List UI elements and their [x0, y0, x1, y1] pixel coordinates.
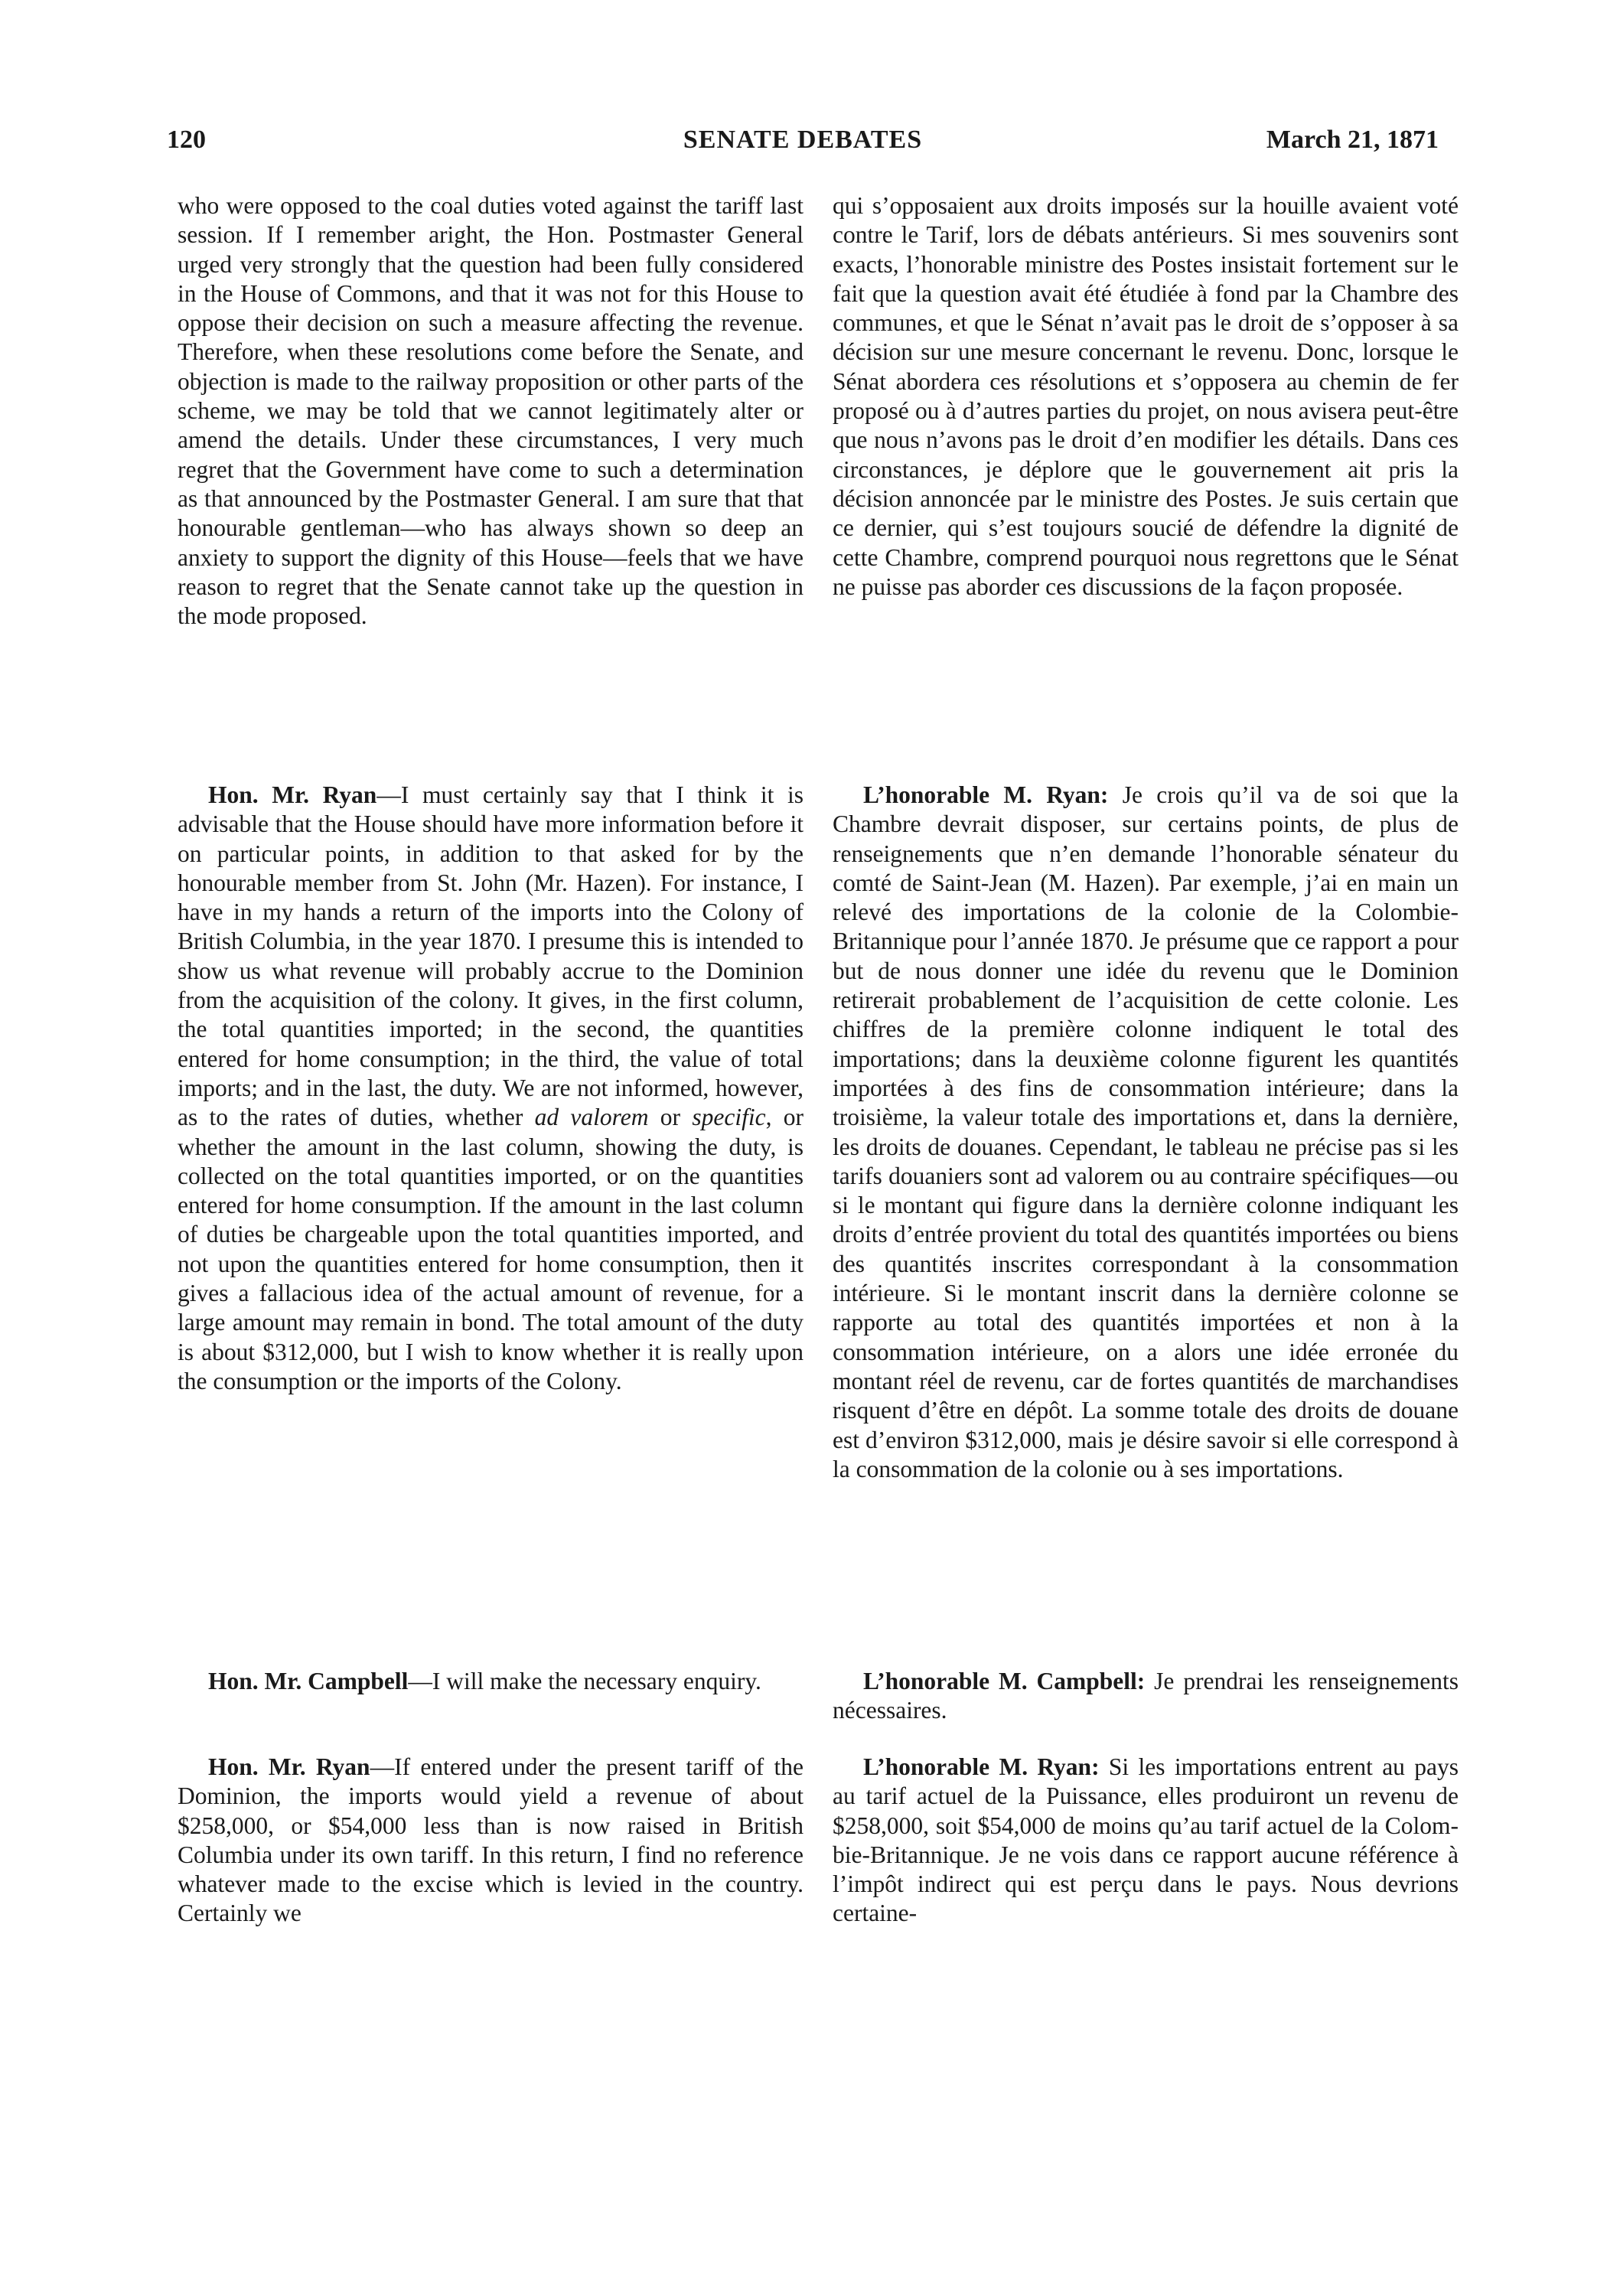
english-paragraph-3: [178, 1667, 804, 1753]
speaker-name: Hon. Mr. Campbell: [208, 1668, 409, 1694]
french-paragraph-4: [833, 1753, 1459, 1929]
speaker-name: L’honorable M. Campbell:: [863, 1668, 1146, 1694]
french-column: [833, 191, 1459, 1929]
italic-term: ad valorem: [534, 1104, 649, 1131]
speaker-name: L’honorable M. Ryan:: [863, 781, 1109, 808]
speech-text: Je prendrai les renseignements nécessaires.: [833, 1668, 1459, 1724]
french-paragraph-3: [833, 1667, 1459, 1753]
speech-text: —I will make the necessary enquiry.: [408, 1668, 761, 1694]
french-paragraph-1: qui s’opposaient aux droits imposés sur la houille avaient voté contre le Tarif, lors de débats antérieurs. Si mes souvenirs sont exacts, l’honorable ministre des Postes insistait fortement sur le fait que la question avait été étudiée à fond par la Chambre des communes, et que le Sénat n’avait pas le droit de s’opposer à sa décision sur une mesure concernant le revenu. Donc, lorsque le Sénat abordera ces résolutions et s’opposera au chemin de fer proposé ou à d’autres parties du projet, on nous avisera peut-être que nous n’avons pas le droit d’en modifier les détails. Dans ces circonstances, je déplore que le gouvernement ait pris la décision annoncée par le ministre des Postes. Je suis certain que ce dernier, qui s’est toujours soucié de défendre la dignité de cette Chambre, comprend pourquoi nous regrettons que le Sénat ne puisse pas aborder ces discussions de la façon proposée.: [833, 192, 1459, 600]
page-header: [167, 126, 1439, 164]
speech-text: —If entered under the present tariff of the Dominion, the imports would yield a revenue of about $258,000, or $54,000 less than is now raised in British Columbia under its own tariff. In this return, I find no reference whatever made to the excise which is levied in the country. Certainly we: [178, 1753, 804, 1927]
running-title: SENATE DEBATES: [683, 126, 923, 154]
page-date: March 21, 1871: [1266, 126, 1439, 154]
english-column: [178, 191, 804, 1929]
speech-text: or: [648, 1104, 693, 1131]
english-paragraph-2: [178, 781, 804, 1667]
speaker-name: Hon. Mr. Ryan: [208, 1753, 370, 1780]
speech-text: Si les importations entrent au pays au tarif actuel de la Puissance, elles produiront un revenu de $258,000, soit $54,000 de moins qu’au tarif actuel de la Colombie-Britannique. Je ne vois dans ce rapport aucune référence à l’impôt indirect qui est perçu dans le pays. Nous devrions certaine-: [833, 1753, 1459, 1927]
speech-text: —I must certainly say that I think it is advisable that the House should have more information before it on particular points, in addition to that asked for by the honourable member from St. John (Mr. Hazen). For instance, I have in my hands a return of the imports into the Colony of British Columbia, in the year 1870. I presume this is intended to show us what revenue will probably accrue to the Dominion from the acquisition of the colony. It gives, in the first column, the total quantities imported; in the second, the quantities entered for home consumption; in the third, the value of total imports; and in the last, the duty. We are not informed, however, as to the rates of duties, whether: [178, 781, 804, 1131]
speech-text: Je crois qu’il va de soi que la Chambre devrait disposer, sur certains points, de plus de renseignements que n’en demande l’honorable sénateur du comté de Saint-Jean (M. Hazen). Par exemple, j’ai en main un relevé des importations de la colonie de la Colombie-Britannique pour l’année 1870. Je présume que ce rapport a pour but de nous donner une idée du revenu que le Dominion retirerait probablement de l’acquisition de cette colonie. Les chiffres de la première colonne indiquent le total des importations; dans la deuxième colonne figurent les quantités importées à des fins de consommation intérieure; dans la troisième, la valeur totale des importations et, dans la dernière, les droits de douanes. Cependant, le tableau ne précise pas si les tarifs douaniers sont ad valorem ou au contraire spécifiques—ou si le montant qui figure dans la dernière colonne indiquant les droits d’entrée provient du total des quantités importées ou biens des quantités inscrites correspondant à la consommation intérieure. Si le montant inscrit dans la dernière colonne se rapporte au total des quantités importées et non à la consommation intérieure, on a alors une idée erronée du montant réel de revenu, car de fortes quantités de marchandises risquent d’être en dépôt. La somme totale des droits de douane est d’environ $312,000, mais je désire savoir si elle correspond à la consommation de la colonie ou à ses importations.: [833, 781, 1459, 1482]
speaker-name: Hon. Mr. Ryan: [208, 781, 377, 808]
italic-term: specific: [692, 1104, 766, 1131]
page-number: 120: [167, 126, 206, 154]
french-paragraph-2: [833, 781, 1459, 1667]
english-paragraph-4: [178, 1753, 804, 1929]
speaker-name: L’honorable M. Ryan:: [863, 1753, 1100, 1780]
english-paragraph-1: who were opposed to the coal duties voted against the tariff last session. If I remember aright, the Hon. Postmaster General urged very strongly that the question had been fully considered in the House of Commons, and that it was not for this House to oppose their decision on such a measure affecting the revenue. Therefore, when these resolutions come before the Senate, and objection is made to the railway proposition or other parts of the scheme, we may be told that we cannot legitimately alter or amend the details. Under these circumstances, I very much regret that the Government have come to such a determination as that announced by the Postmaster General. I am sure that that honourable gentleman—who has always shown so deep an anxiety to support the dignity of this House—feels that we have reason to regret that the Senate cannot take up the question in the mode proposed.: [178, 192, 804, 630]
speech-text: , or whether the amount in the last column, showing the duty, is collected on the total quantities imported, or on the quantities entered for home consumption. If the amount in the last column of duties be chargeable upon the total quantities imported, and not upon the quantities entered for home consumption, then it gives a fallacious idea of the actual amount of revenue, for a large amount may remain in bond. The total amount of the duty is about $312,000, but I wish to know whether it is really upon the consumption or the imports of the Colony.: [178, 1104, 804, 1394]
